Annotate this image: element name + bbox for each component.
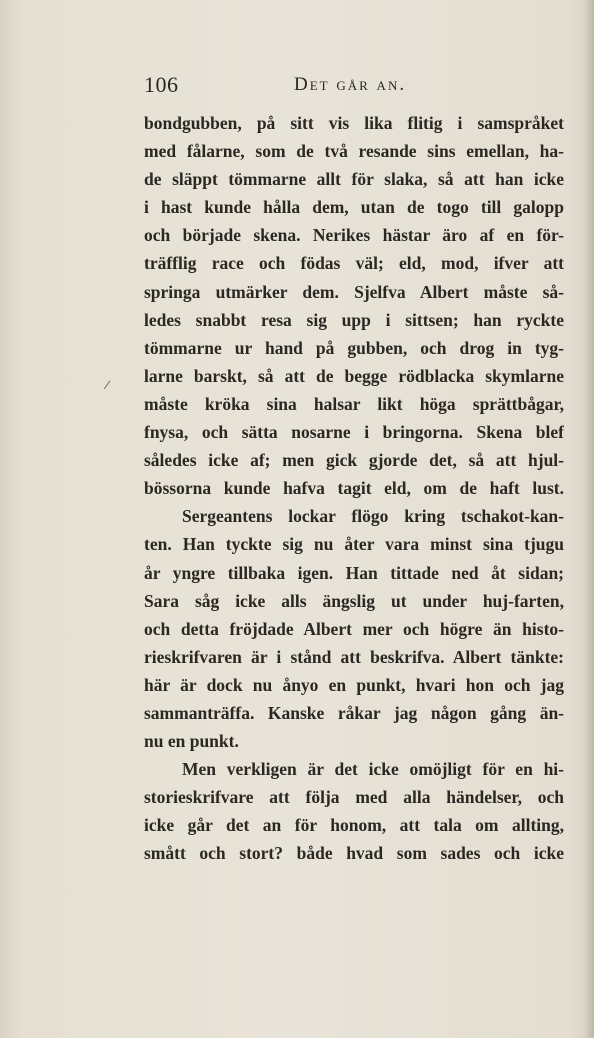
text-line: bondgubben, på sitt vis lika flitig i samspråket: [144, 113, 564, 133]
text-line: fnysa, och sätta nosarne i bringorna. Skena blef: [144, 422, 564, 443]
text-line: bössorna kunde hafva tagit eld, om de haft lust.: [144, 478, 564, 499]
text-line: således icke af; men gick gjorde det, så att hjul-: [144, 450, 564, 471]
text-line: och detta fröjdade Albert mer och högre än histo-: [144, 618, 564, 639]
text-line: ledes snabbt resa sig upp i sittsen; han ryckte: [144, 309, 564, 330]
text-line: i hast kunde hålla dem, utan de togo till galopp: [144, 197, 564, 218]
text-line: smått och stort? både hvad som sades och icke: [144, 843, 564, 864]
text-line: Sara såg icke alls ängslig ut under huj-farten,: [144, 590, 564, 611]
running-head: Det går an.: [294, 74, 407, 95]
text-line: träfflig race och födas väl; eld, mod, ifver att: [144, 253, 564, 274]
text-line: Sergeantens lockar flögo kring tschakot-kan-: [182, 506, 564, 527]
text-line: larne barskt, så att de begge rödblacka skymlarne: [144, 365, 564, 386]
page-number: 106: [144, 72, 179, 97]
text-line: här är dock nu ånyo en punkt, hvari hon och jag: [144, 674, 564, 695]
page-edge-shadow: [584, 0, 594, 1038]
text-line: nu en punkt.: [144, 731, 239, 752]
text-line: med fålarne, som de två resande sins emellan, ha-: [144, 141, 564, 162]
text-line: och började skena. Nerikes hästar äro af en för-: [144, 225, 564, 246]
text-line: icke går det an för honom, att tala om allting,: [144, 815, 564, 836]
text-line: rieskrifvaren är i stånd att beskrifva. Albert tänkte:: [144, 646, 564, 667]
text-line: storieskrifvare att följa med alla händelser, och: [144, 787, 564, 808]
text-line: de släppt tömmarne allt för slaka, så att han icke: [144, 169, 564, 190]
text-line: måste kröka sina halsar likt höga sprättbågar,: [144, 393, 564, 414]
text-line: tömmarne ur hand på gubben, och drog in tyg-: [144, 337, 564, 358]
margin-mark: [104, 380, 117, 393]
text-line: ten. Han tyckte sig nu åter vara minst sina tjugu: [144, 534, 564, 555]
body-text: [144, 109, 564, 868]
page-header: [144, 72, 564, 102]
text-line: springa utmärker dem. Sjelfva Albert måste så-: [144, 281, 564, 302]
text-line: år yngre tillbaka igen. Han tittade ned åt sidan;: [144, 562, 564, 583]
text-line: sammanträffa. Kanske råkar jag någon gång än-: [144, 702, 564, 723]
text-line: Men verkligen är det icke omöjligt för en hi-: [182, 759, 564, 780]
